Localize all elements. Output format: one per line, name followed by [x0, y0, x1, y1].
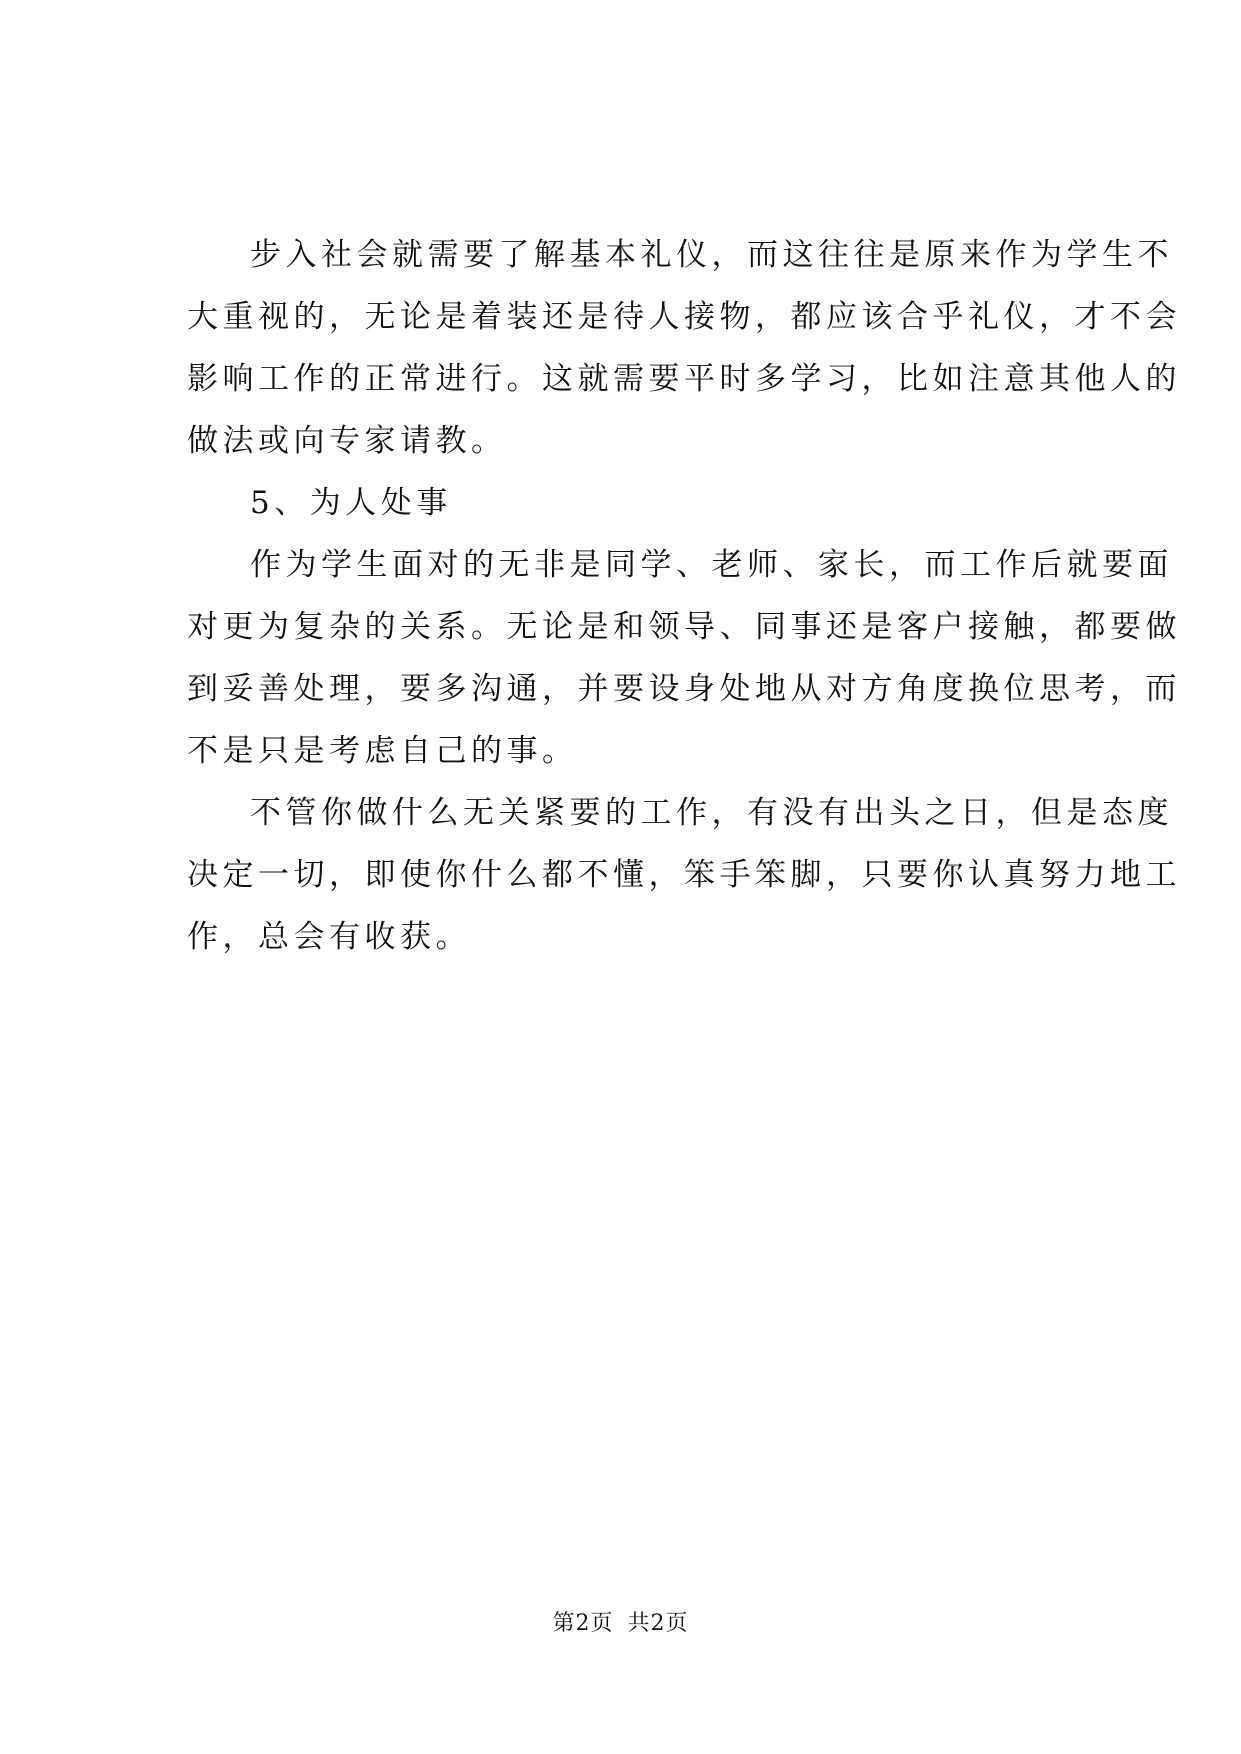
paragraph-line: 对更为复杂的关系。无论是和领导、同事还是客户接触，都要做	[187, 609, 1181, 645]
page-footer	[0, 1609, 1241, 1639]
paragraph-line: 不管你做什么无关紧要的工作，有没有出头之日，但是态度	[250, 795, 1173, 831]
section-heading-text: 5、为人处事	[250, 485, 452, 521]
paragraph-line: 大重视的，无论是着装还是待人接物，都应该合乎礼仪，才不会	[187, 299, 1181, 335]
paragraph-line: 做法或向专家请教。	[187, 423, 507, 459]
paragraph-line: 影响工作的正常进行。这就需要平时多学习，比如注意其他人的	[187, 361, 1181, 397]
paragraph-attitude	[187, 782, 1181, 968]
section-heading	[187, 472, 1082, 534]
paragraph-line: 不是只是考虑自己的事。	[187, 733, 578, 769]
document-body	[187, 224, 1181, 968]
page-number-current: 第2页	[552, 1611, 614, 1636]
paragraph-line: 作，总会有收获。	[187, 919, 471, 955]
paragraph-line: 到妥善处理，要多沟通，并要设身处地从对方角度换位思考，而	[187, 671, 1181, 707]
page-number-total: 共2页	[627, 1611, 689, 1636]
paragraph-line: 作为学生面对的无非是同学、老师、家长，而工作后就要面	[250, 547, 1173, 583]
paragraph-etiquette	[187, 224, 1181, 472]
paragraph-line: 决定一切，即使你什么都不懂，笨手笨脚，只要你认真努力地工	[187, 857, 1181, 893]
paragraph-line: 步入社会就需要了解基本礼仪，而这往往是原来作为学生不	[250, 237, 1173, 273]
paragraph-relationships	[187, 534, 1181, 782]
